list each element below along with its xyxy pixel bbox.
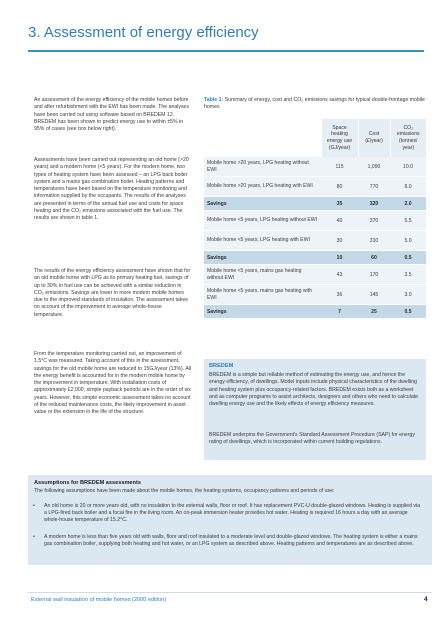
table-row bbox=[204, 157, 426, 177]
table-header-co2: CO₂ emissions (tonnes/ year) bbox=[390, 119, 426, 157]
bredem-paragraph-2: BREDEM underpins the Government's Standard Assessment Procedure (SAP) for energy rating of dwellings, which is incorporated within current building regulations. bbox=[209, 432, 415, 446]
bullet-icon: • bbox=[33, 503, 35, 509]
cell-energy: 115 bbox=[321, 157, 358, 177]
row-label: Mobile home <5 years, mains gas heating without EWI bbox=[204, 265, 321, 285]
body-paragraph-3: The results of the energy efficiency assessment have shown that for an old mobile home with LPG as its primary heating fuel, savings of up to 30% in fuel use can be achieved with a similar reduction in CO₂ emissions. Savings are lower in more modern mobile homes due to the improved standards of insulation. The assessment takes no account of the improvement in average whole-house temperature. bbox=[34, 268, 191, 318]
page-number: 4 bbox=[424, 596, 428, 603]
summary-table bbox=[204, 119, 426, 319]
assumptions-box bbox=[28, 475, 432, 565]
cell-energy: 7 bbox=[321, 305, 358, 319]
table-header-energy: Space heating energy use (GJ/year) bbox=[321, 119, 358, 157]
cell-cost: 170 bbox=[358, 265, 390, 285]
page-title: 3. Assessment of energy efficiency bbox=[28, 24, 259, 41]
assumptions-intro: The following assumptions have been made about the mobile homes, the heating systems, occupancy patterns and periods of use: bbox=[34, 488, 335, 494]
table-row bbox=[204, 211, 426, 231]
row-label: Savings bbox=[204, 197, 321, 211]
cell-cost: 60 bbox=[358, 251, 390, 265]
cell-co2: 0.5 bbox=[390, 305, 426, 319]
cell-cost: 310 bbox=[358, 231, 390, 251]
footer-title: External wall insulation of mobile homes (2000 edition) bbox=[31, 597, 167, 603]
cell-cost: 1,090 bbox=[358, 157, 390, 177]
table-row bbox=[204, 177, 426, 197]
cell-energy: 10 bbox=[321, 251, 358, 265]
cell-energy: 40 bbox=[321, 211, 358, 231]
assumptions-title: Assumptions for BREDEM assessments bbox=[34, 480, 141, 486]
table-caption-text: Summary of energy, cost and CO₂ emissions savings for typical double-frontage mobile homes bbox=[204, 97, 425, 111]
cell-co2: 8.0 bbox=[390, 177, 426, 197]
body-paragraph-4: From the temperature monitoring carried out, an improvement of 1.5°C was measured. Taking account of this in the assessment, savings for the old mobile home are reduced to 15GJ/year (13%). All the energy benefit is accounted for in the modern mobile home by the improvement in temperature. With installation costs of approximately £2,000, simple payback periods are in the order of six years. However, this simple economic assessment takes no account of the reduced maintenance costs, the likely improvement in asset value or the extension in the life of the structure. bbox=[34, 351, 192, 416]
savings-row bbox=[204, 251, 426, 265]
bredem-paragraph-1: BREDEM is a simple but reliable method of estimating the energy use, and hence the energy efficiency, of dwellings. Model inputs include physical characteristics of the dwelling and heating system plus occupancy-related factors. BREDEM exists both as a worksheet and as computer programs to assist architects, designers and others who need to calculate dwelling energy use and the likely effects of energy efficiency measures. bbox=[209, 372, 419, 408]
row-label: Mobile home <5 years, mains gas heating with EWI bbox=[204, 285, 321, 305]
cell-energy: 36 bbox=[321, 285, 358, 305]
title-bar bbox=[28, 20, 424, 52]
cell-co2: 3.5 bbox=[390, 265, 426, 285]
row-label: Mobile home >20 years, LPG heating without EWI bbox=[204, 157, 321, 177]
cell-energy: 35 bbox=[321, 197, 358, 211]
bullet-icon: • bbox=[33, 534, 35, 540]
savings-row bbox=[204, 197, 426, 211]
cell-energy: 30 bbox=[321, 231, 358, 251]
row-label: Mobile home <5 years, LPG heating with EWI bbox=[204, 231, 321, 251]
assumption-bullet: • An old home is 20 or more years old, with no insulation to the external walls, floor or roof. It has replacement PVC-U double-glazed windows. Heating is supplied via a LPG-fired back boiler and a focal fire in the living room. An on-peak immersion heater provides hot water. Heating is required 16 hours a day with an average whole-house temperature of 15.2°C. bbox=[33, 503, 420, 524]
cell-co2: 5.0 bbox=[390, 231, 426, 251]
table-caption bbox=[204, 97, 426, 111]
body-paragraph-1: An assessment of the energy efficiency of the mobile homes before and after refurbishment with the EWI has been made. The analyses have been carried out using software based on BREDEM 12. BREDEM has been shown to predict energy use to within ±5% in 95% of cases (see box below right). bbox=[34, 97, 190, 133]
assumption-bullet: • A modern home is less than five years old with walls, floor and roof insulated to a moderate level and double-glazed windows. The heating system is either a mains gas combination boiler, supplying both heating and hot water, or an LPG system as described above. Heating patterns and temperatures are as described above. bbox=[33, 534, 418, 548]
table-header-blank bbox=[204, 119, 321, 157]
footer-divider bbox=[28, 592, 432, 593]
cell-cost: 25 bbox=[358, 305, 390, 319]
bredem-info-box bbox=[204, 359, 426, 460]
table-caption-label: Table 1: bbox=[204, 97, 224, 103]
cell-co2: 2.0 bbox=[390, 197, 426, 211]
bredem-title: BREDEM bbox=[209, 363, 234, 369]
cell-co2: 0.5 bbox=[390, 251, 426, 265]
table-header-cost: Cost (£/year) bbox=[358, 119, 390, 157]
cell-co2: 3.0 bbox=[390, 285, 426, 305]
cell-energy: 80 bbox=[321, 177, 358, 197]
cell-energy: 43 bbox=[321, 265, 358, 285]
cell-cost: 770 bbox=[358, 177, 390, 197]
cell-co2: 10.0 bbox=[390, 157, 426, 177]
table-row bbox=[204, 285, 426, 305]
row-label: Mobile home <5 years, LPG heating without EWI bbox=[204, 211, 321, 231]
savings-row bbox=[204, 305, 426, 319]
table-row bbox=[204, 265, 426, 285]
body-paragraph-2: Assessments have been carried out representing an old home (>20 years) and a modern home (<5 years). For the modern home, two types of heating system have been assessed – an LPG back boiler system and a mains gas combination boiler. Heating patterns and temperatures have been based on the temperature monitoring and information supplied by the occupants. The results of the analyses are presented in terms of the annual fuel use and costs for space heating and the CO₂ emissions associated with the fuel use. The results are shown in table 1. bbox=[34, 157, 189, 222]
row-label: Savings bbox=[204, 251, 321, 265]
cell-cost: 145 bbox=[358, 285, 390, 305]
cell-cost: 320 bbox=[358, 197, 390, 211]
table-row bbox=[204, 231, 426, 251]
row-label: Savings bbox=[204, 305, 321, 319]
cell-cost: 370 bbox=[358, 211, 390, 231]
cell-co2: 5.5 bbox=[390, 211, 426, 231]
row-label: Mobile home >20 years, LPG heating with EWI bbox=[204, 177, 321, 197]
